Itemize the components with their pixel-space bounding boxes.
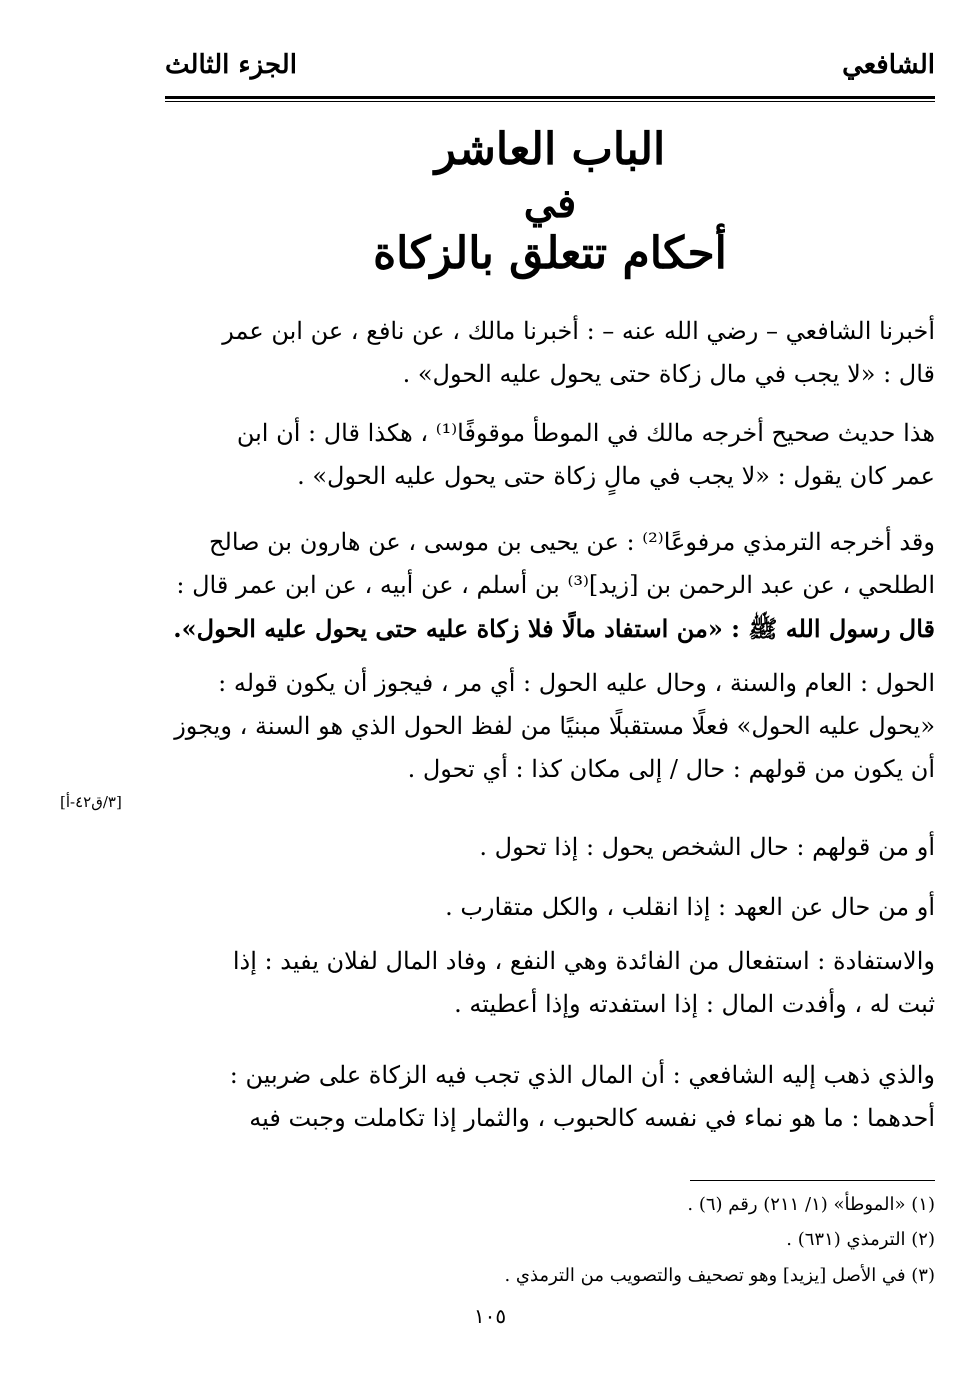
header-book-title: الشافعي: [842, 50, 935, 80]
paragraph-7: [165, 940, 935, 1026]
text-line: أو من حال عن العهد : إذا انقلب ، والكل متقارب .: [445, 893, 935, 921]
hadith-line: قال رسول الله ﷺ : «من استفاد مالًا فلا زكاة عليه حتى يحول عليه الحول».: [173, 614, 935, 643]
chapter-title: الباب العاشر: [434, 124, 666, 175]
text-line: «يحول عليه الحول» فعلًا مستقبلًا مبنيًا من لفظ الحول الذي هو السنة ، ويجوز: [174, 712, 935, 740]
header-volume: الجزء الثالث: [165, 50, 297, 80]
text-line: عمر كان يقول : «لا يجب في مالٍ زكاة حتى يحول عليه الحول» .: [297, 462, 935, 490]
running-header: [165, 50, 935, 94]
paragraph-1: [165, 310, 935, 396]
header-rule-thin: [165, 101, 935, 102]
footnote-1: (١) «الموطأ» (١/ ٢١١) رقم (٦) .: [687, 1194, 935, 1215]
text-line: الطلحي ، عن عبد الرحمن بن [زيد]⁽³⁾ بن أسلم ، عن أبيه ، عن ابن عمر قال :: [176, 571, 935, 599]
text-line: أن يكون من قولهم : حال / إلى مكان كذا : أي تحول .: [407, 755, 935, 783]
manuscript-folio-marker: [٣/ق٤٢-أ]: [60, 793, 122, 811]
text-line: أحدهما : ما هو نماء في نفسه كالحبوب ، والثمار إذا تكاملت وجبت فيه: [249, 1104, 935, 1132]
chapter-title-connector: في: [523, 180, 577, 227]
text-line: والاستفادة : استفعال من الفائدة وهي النفع ، وفاد المال لفلان يفيد : إذا: [232, 947, 935, 975]
paragraph-6: [165, 886, 935, 929]
text-line: ثبت له ، وأفدت المال : إذا استفدته وإذا أعطيته .: [454, 990, 935, 1018]
paragraph-5: [165, 826, 935, 869]
text-line: أخبرنا الشافعي – رضي الله عنه – : أخبرنا مالك ، عن نافع ، عن ابن عمر: [222, 317, 935, 345]
paragraph-2: [165, 412, 935, 498]
text-line: أو من قولهم : حال الشخص يحول : إذا تحول .: [479, 833, 935, 861]
header-rule-thick: [165, 96, 935, 99]
paragraph-4: [165, 662, 935, 791]
text-line: قال : «لا يجب في مال زكاة حتى يحول عليه الحول» .: [402, 360, 935, 388]
footnote-2: (٢) الترمذي (٦٣١) .: [786, 1229, 935, 1250]
paragraph-8: [165, 1054, 935, 1140]
chapter-subtitle: أحكام تتعلق بالزكاة: [373, 228, 727, 279]
text-line: هذا حديث صحيح أخرجه مالك في الموطأ موقوفًا⁽¹⁾ ، هكذا قال : أن ابن: [236, 419, 935, 447]
text-line: وقد أخرجه الترمذي مرفوعًا⁽²⁾ : عن يحيى بن موسى ، عن هارون بن صالح: [209, 528, 935, 556]
text-line: الحول : العام والسنة ، وحال عليه الحول : أي مر ، فيجوز أن يكون قوله :: [218, 669, 935, 697]
page-number: ١٠٥: [473, 1304, 507, 1328]
footnote-separator: [690, 1180, 935, 1181]
footnote-3: (٣) في الأصل [يزيد] وهو تصحيف والتصويب من الترمذي .: [504, 1265, 935, 1286]
paragraph-3: [165, 521, 935, 650]
text-line: والذي ذهب إليه الشافعي : أن المال الذي تجب فيه الزكاة على ضربين :: [229, 1061, 935, 1089]
